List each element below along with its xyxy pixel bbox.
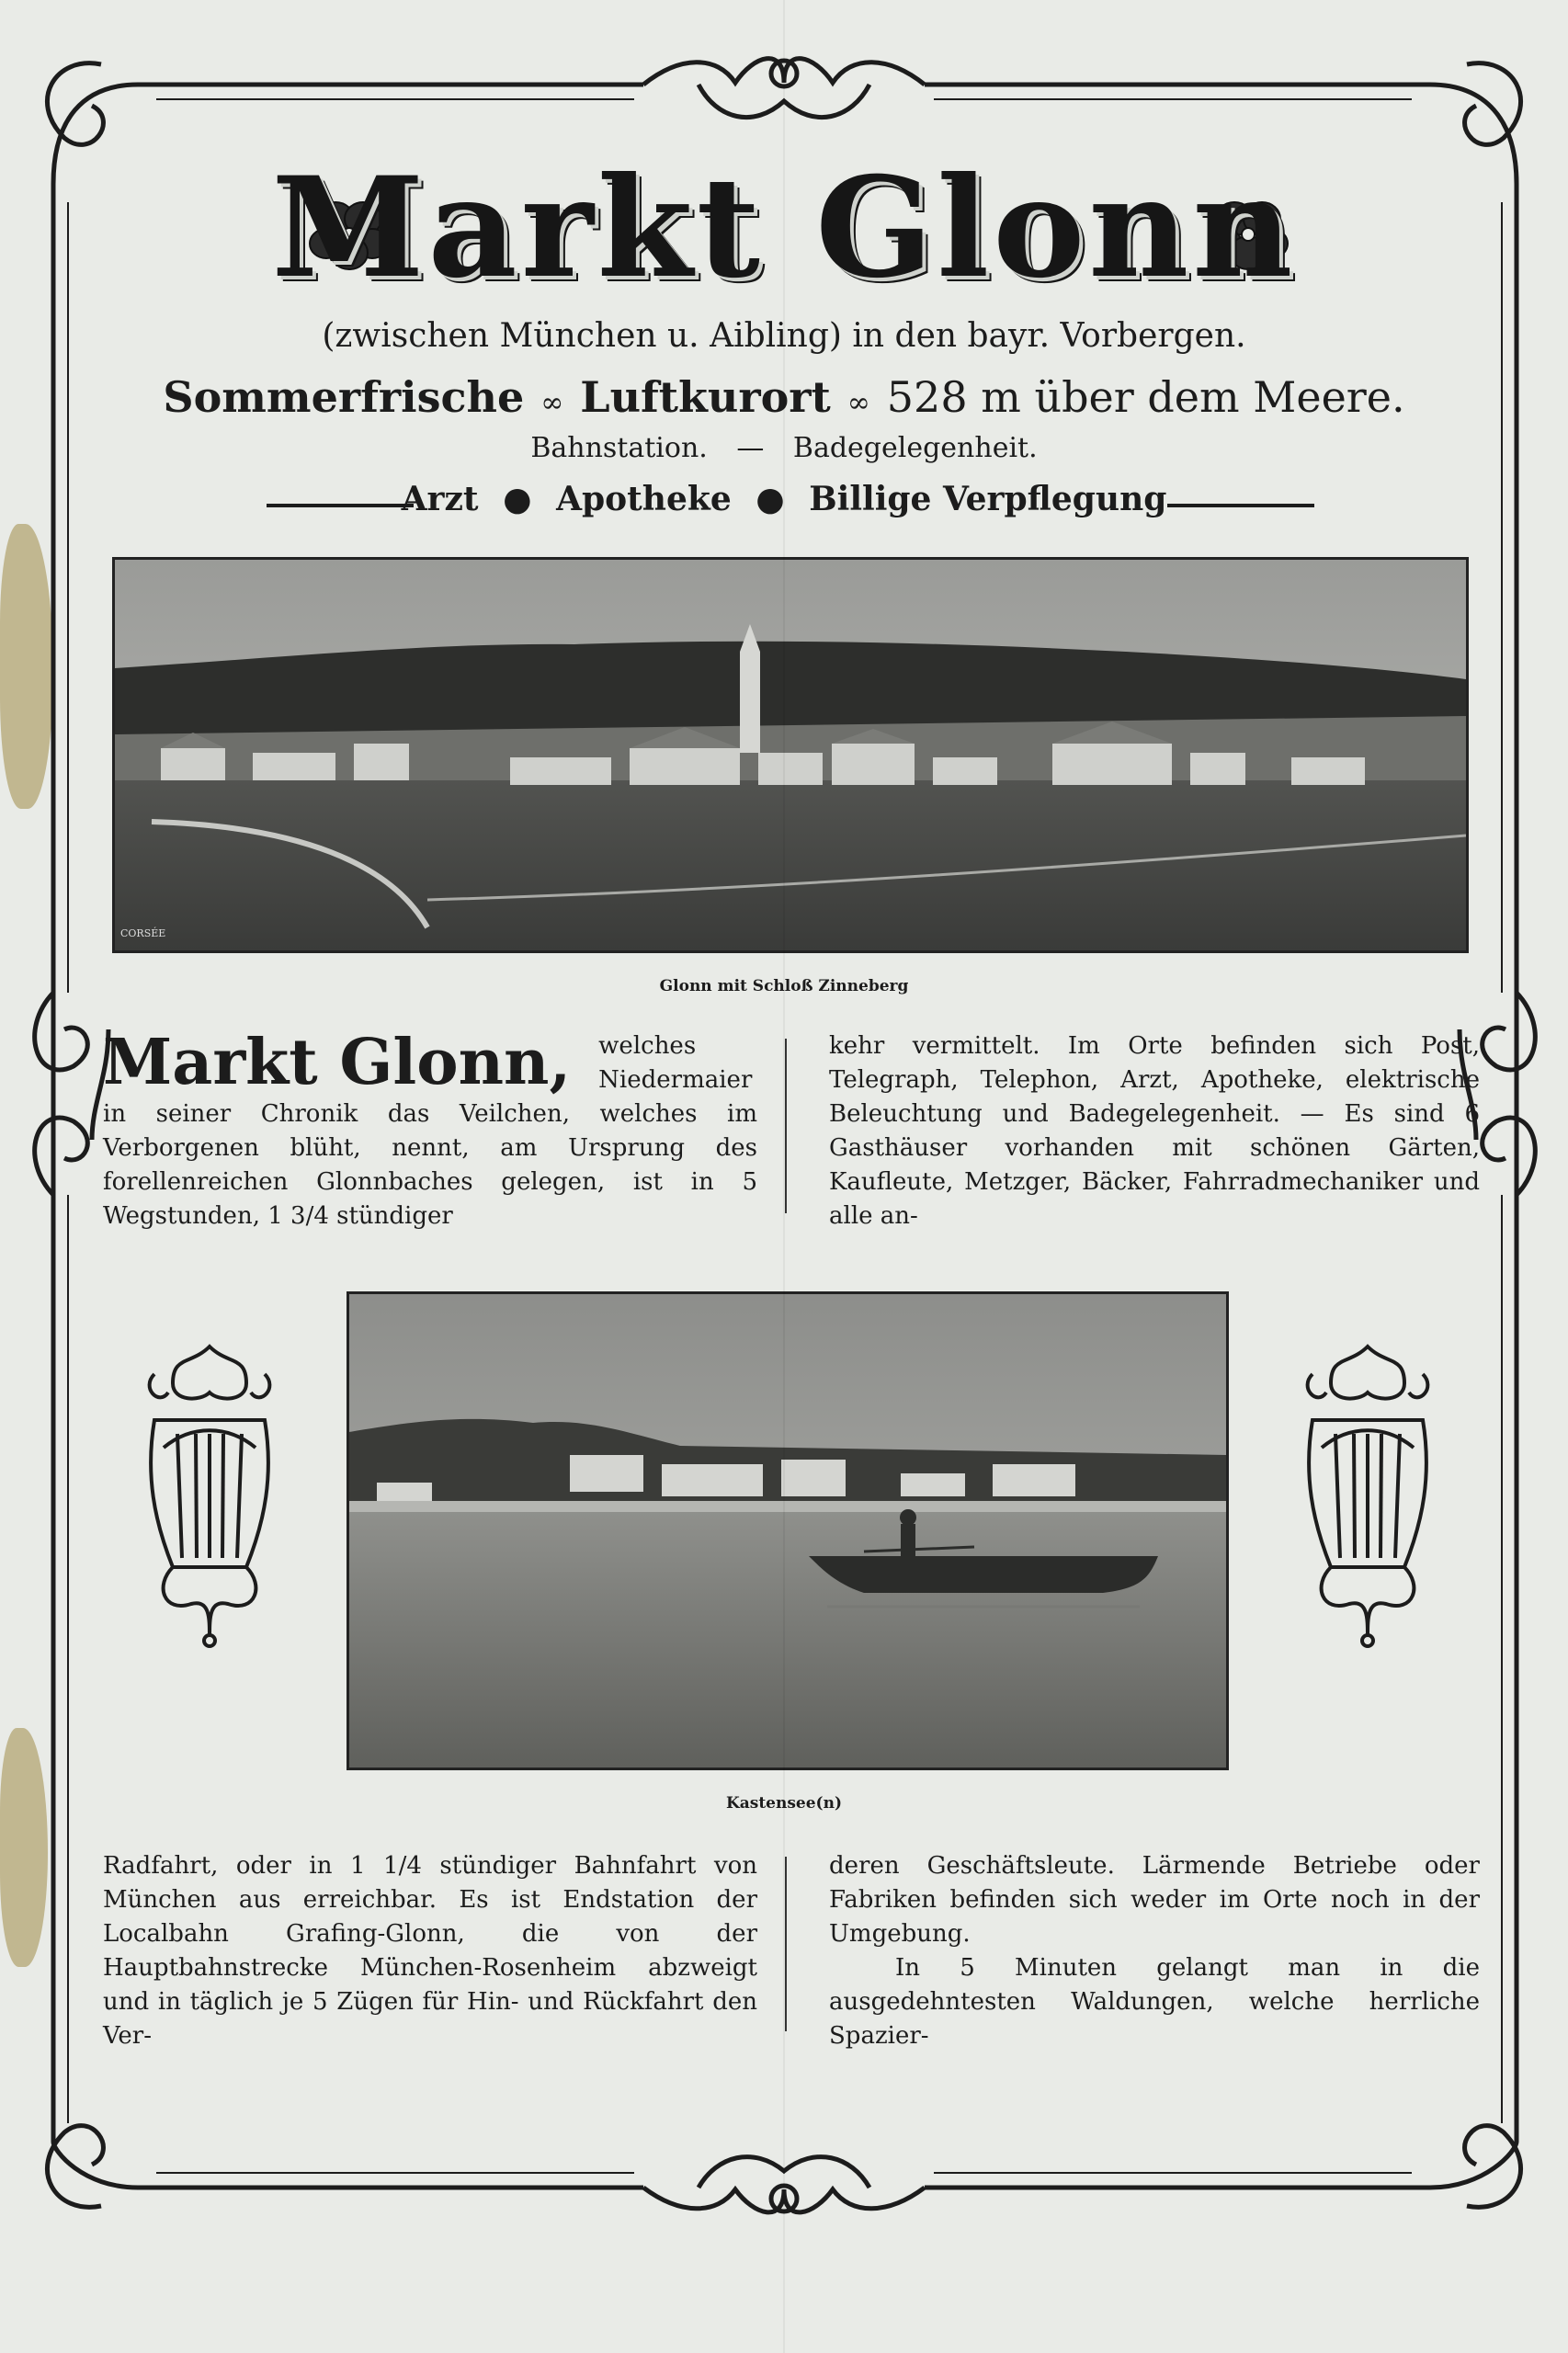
column-divider — [785, 1039, 787, 1213]
article-text-col3: Radfahrt, oder in 1 1/4 stündiger Bahnfahrt von München aus erreichbar. Es ist Endstation der Localbahn Grafing-Glonn, die von der Hauptbahnstrecke München-Rosenheim abzweigt und in täglich je 5 Zügen für Hin- und Rückfahrt den Ver- — [103, 1852, 757, 2050]
spa-label: Sommerfrische — [163, 372, 525, 422]
lake-photo — [347, 1291, 1229, 1770]
lake-boat-image — [349, 1294, 1226, 1768]
spa-line — [0, 372, 1568, 422]
top-photo-caption: Glonn mit Schloß Zinneberg — [659, 977, 909, 995]
article-text-col4a: deren Geschäftsleute. Lärmende Betriebe oder Fabriken befinden sich weder im Orte noch in der Umgebung. — [829, 1852, 1480, 1948]
article-dropcap: Markt Glonn, — [103, 1026, 572, 1099]
bullet-icon: ● — [503, 480, 532, 518]
village-panorama-image — [115, 560, 1466, 950]
page-title: Markt Glonn — [271, 147, 1297, 309]
article-column-3 — [103, 1849, 757, 2053]
article-column-4 — [829, 1849, 1480, 2053]
article-column-2 — [829, 1029, 1480, 1233]
article-text-col1: welches Niedermaier in seiner Chronik das Veilchen, welches im Verborgenen blüht, nennt, am Ursprung des forellenreichen Glonnbaches gelegen, ist in 5 Wegstunden, 1 3/4 stündiger — [103, 1032, 757, 1230]
article-text-col2: kehr vermittelt. Im Orte befinden sich Post, Telegraph, Telephon, Arzt, Apotheke, elektrische Beleuchtung und Badegelegenheit. — Es sind 6 Gasthäuser vorhanden mit schönen Gärten, Kaufleute, Metzger, Bäcker, Fahrradmechaniker und alle an- — [829, 1032, 1480, 1230]
subtitle: (zwischen München u. Aibling) in den bayr. Vorbergen. — [322, 317, 1246, 355]
services-line — [0, 480, 1568, 518]
column-divider — [785, 1857, 787, 2031]
resort-label: Luftkurort — [580, 372, 831, 422]
photographer-signature: CORSÉE — [120, 927, 166, 939]
article-text-col4b: In 5 Minuten gelangt man in die ausgedehntesten Waldungen, welche herrliche Spazier- — [829, 1954, 1480, 2050]
lyre-ornament-icon — [1294, 1337, 1441, 1650]
station-dash: — — [736, 432, 765, 464]
altitude-label: 528 m über dem Meere. — [886, 372, 1405, 422]
scroll-ornament-icon: ∞ — [846, 387, 870, 419]
service-doctor: Arzt — [401, 480, 479, 518]
station-label: Bahnstation. — [530, 432, 708, 464]
village-panorama-photo — [112, 557, 1469, 953]
scroll-ornament-icon: ∞ — [540, 387, 564, 419]
lake-photo-caption: Kastensee(n) — [725, 1794, 843, 1813]
service-board: Billige Verpflegung — [809, 480, 1167, 518]
bullet-icon: ● — [756, 480, 785, 518]
lyre-ornament-icon — [136, 1337, 283, 1650]
service-pharmacy: Apotheke — [556, 480, 732, 518]
station-line — [0, 432, 1568, 464]
article-column-1 — [103, 1026, 757, 1233]
bathing-label: Badegelegenheit. — [792, 432, 1038, 464]
